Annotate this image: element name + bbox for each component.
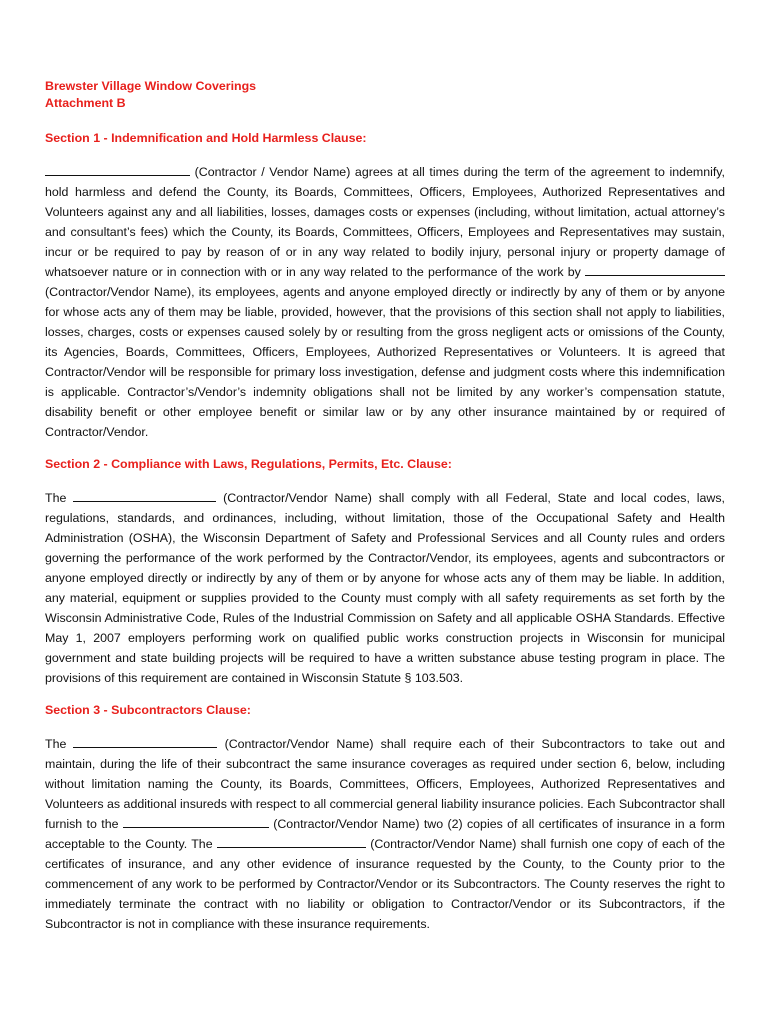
document-header bbox=[45, 78, 725, 112]
section-1-heading: Section 1 - Indemnification and Hold Harmless Clause: bbox=[45, 131, 367, 145]
section-3-text-pre: The bbox=[45, 737, 67, 751]
section-3-text-c: (Contractor/Vendor Name) shall furnish one copy of each of the certificates of insurance, and any other evidence of insurance requested by the County, to the County prior to the commencement of any work to be performed by Contractor/Vendor or its Subcontractors. The County reserves the right to immediately terminate the contract with no liability or obligation to Contractor/Vendor or its Subcontractors, if the Subcontractor is not in compliance with these insurance requirements. bbox=[45, 837, 725, 931]
section-1-text-b: (Contractor/Vendor Name), its employees, agents and anyone employed directly or indirectly by any of them or by anyone for whose acts any of them may be liable, provided, however, that the provisions of this section shall not apply to liabilities, losses, charges, costs or expenses caused solely by or resulting from the gross negligent acts or omissions of the County, its Agencies, Boards, Committees, Officers, Employees, Authorized Representatives or Volunteers. It is agreed that Contractor/Vendor will be responsible for primary loss investigation, defense and judgment costs where this indemnification is applicable. Contractor’s/Vendor’s indemnity obligations shall not be limited by any worker’s compensation statute, disability benefit or other employee benefit or similar law or by any other insurance maintained by or required of Contractor/Vendor. bbox=[45, 285, 725, 439]
vendor-name-blank[interactable] bbox=[73, 490, 216, 502]
section-2-text-pre: The bbox=[45, 491, 67, 505]
vendor-name-blank[interactable] bbox=[73, 736, 217, 748]
section-3-paragraph bbox=[45, 734, 725, 934]
section-3-text-b: (Contractor/Vendor Name) two (2) copies of all certificates of insurance in a form acceptable to the County. The bbox=[45, 817, 726, 851]
section-1-paragraph bbox=[45, 162, 725, 442]
document-page bbox=[45, 78, 725, 934]
vendor-name-blank[interactable] bbox=[585, 264, 725, 276]
vendor-name-blank[interactable] bbox=[123, 816, 269, 828]
vendor-name-blank[interactable] bbox=[217, 836, 366, 848]
vendor-name-blank[interactable] bbox=[45, 164, 190, 176]
document-title: Brewster Village Window Coverings bbox=[45, 79, 257, 93]
section-3-heading: Section 3 - Subcontractors Clause: bbox=[45, 703, 251, 717]
section-1-text-a: (Contractor / Vendor Name) agrees at all times during the term of the agreement to indemnify, hold harmless and defend the County, its Boards, Committees, Officers, Employees, Authorized Representatives and Volunteers against any and all liabilities, losses, damages costs or expenses (including, without limitation, actual attorney’s and consultant’s fees) which the County, its Boards, Committees, Officers, Employees and Representatives may sustain, incur or be required to pay by reason of or in any way related to bodily injury, personal injury or property damage of whatsoever nature or in connection with or in any way related to the performance of the work by bbox=[45, 165, 725, 279]
section-2-paragraph bbox=[45, 488, 725, 688]
section-2-text-a: (Contractor/Vendor Name) shall comply with all Federal, State and local codes, laws, regulations, standards, and ordinances, including, without limitation, those of the Occupational Safety and Health Administration (OSHA), the Wisconsin Department of Safety and Professional Services and all County rules and orders governing the performance of the work performed by the Contractor/Vendor, its employees, agents and subcontractors or anyone employed directly or indirectly by any of them or by anyone for whose acts any of them may be liable. In addition, any material, equipment or supplies provided to the County must comply with all safety requirements as set forth by the Wisconsin Administrative Code, Rules of the Industrial Commission on Safety and all applicable OSHA Standards. Effective May 1, 2007 employers performing work on qualified public works construction projects in Wisconsin for municipal government and state building projects will be required to have a written substance abuse testing program in place. The provisions of this requirement are contained in Wisconsin Statute § 103.503. bbox=[45, 491, 725, 685]
section-3-text-a: (Contractor/Vendor Name) shall require each of their Subcontractors to take out and maintain, during the life of their subcontract the same insurance coverages as required under section 6, below, including without limitation naming the County, its Boards, Committees, Officers, Employees, Authorized Representatives and Volunteers as additional insureds with respect to all commercial general liability insurance policies. Each Subcontractor shall furnish to the bbox=[45, 737, 725, 831]
document-subtitle: Attachment B bbox=[45, 96, 126, 110]
section-2-heading: Section 2 - Compliance with Laws, Regulations, Permits, Etc. Clause: bbox=[45, 457, 452, 471]
